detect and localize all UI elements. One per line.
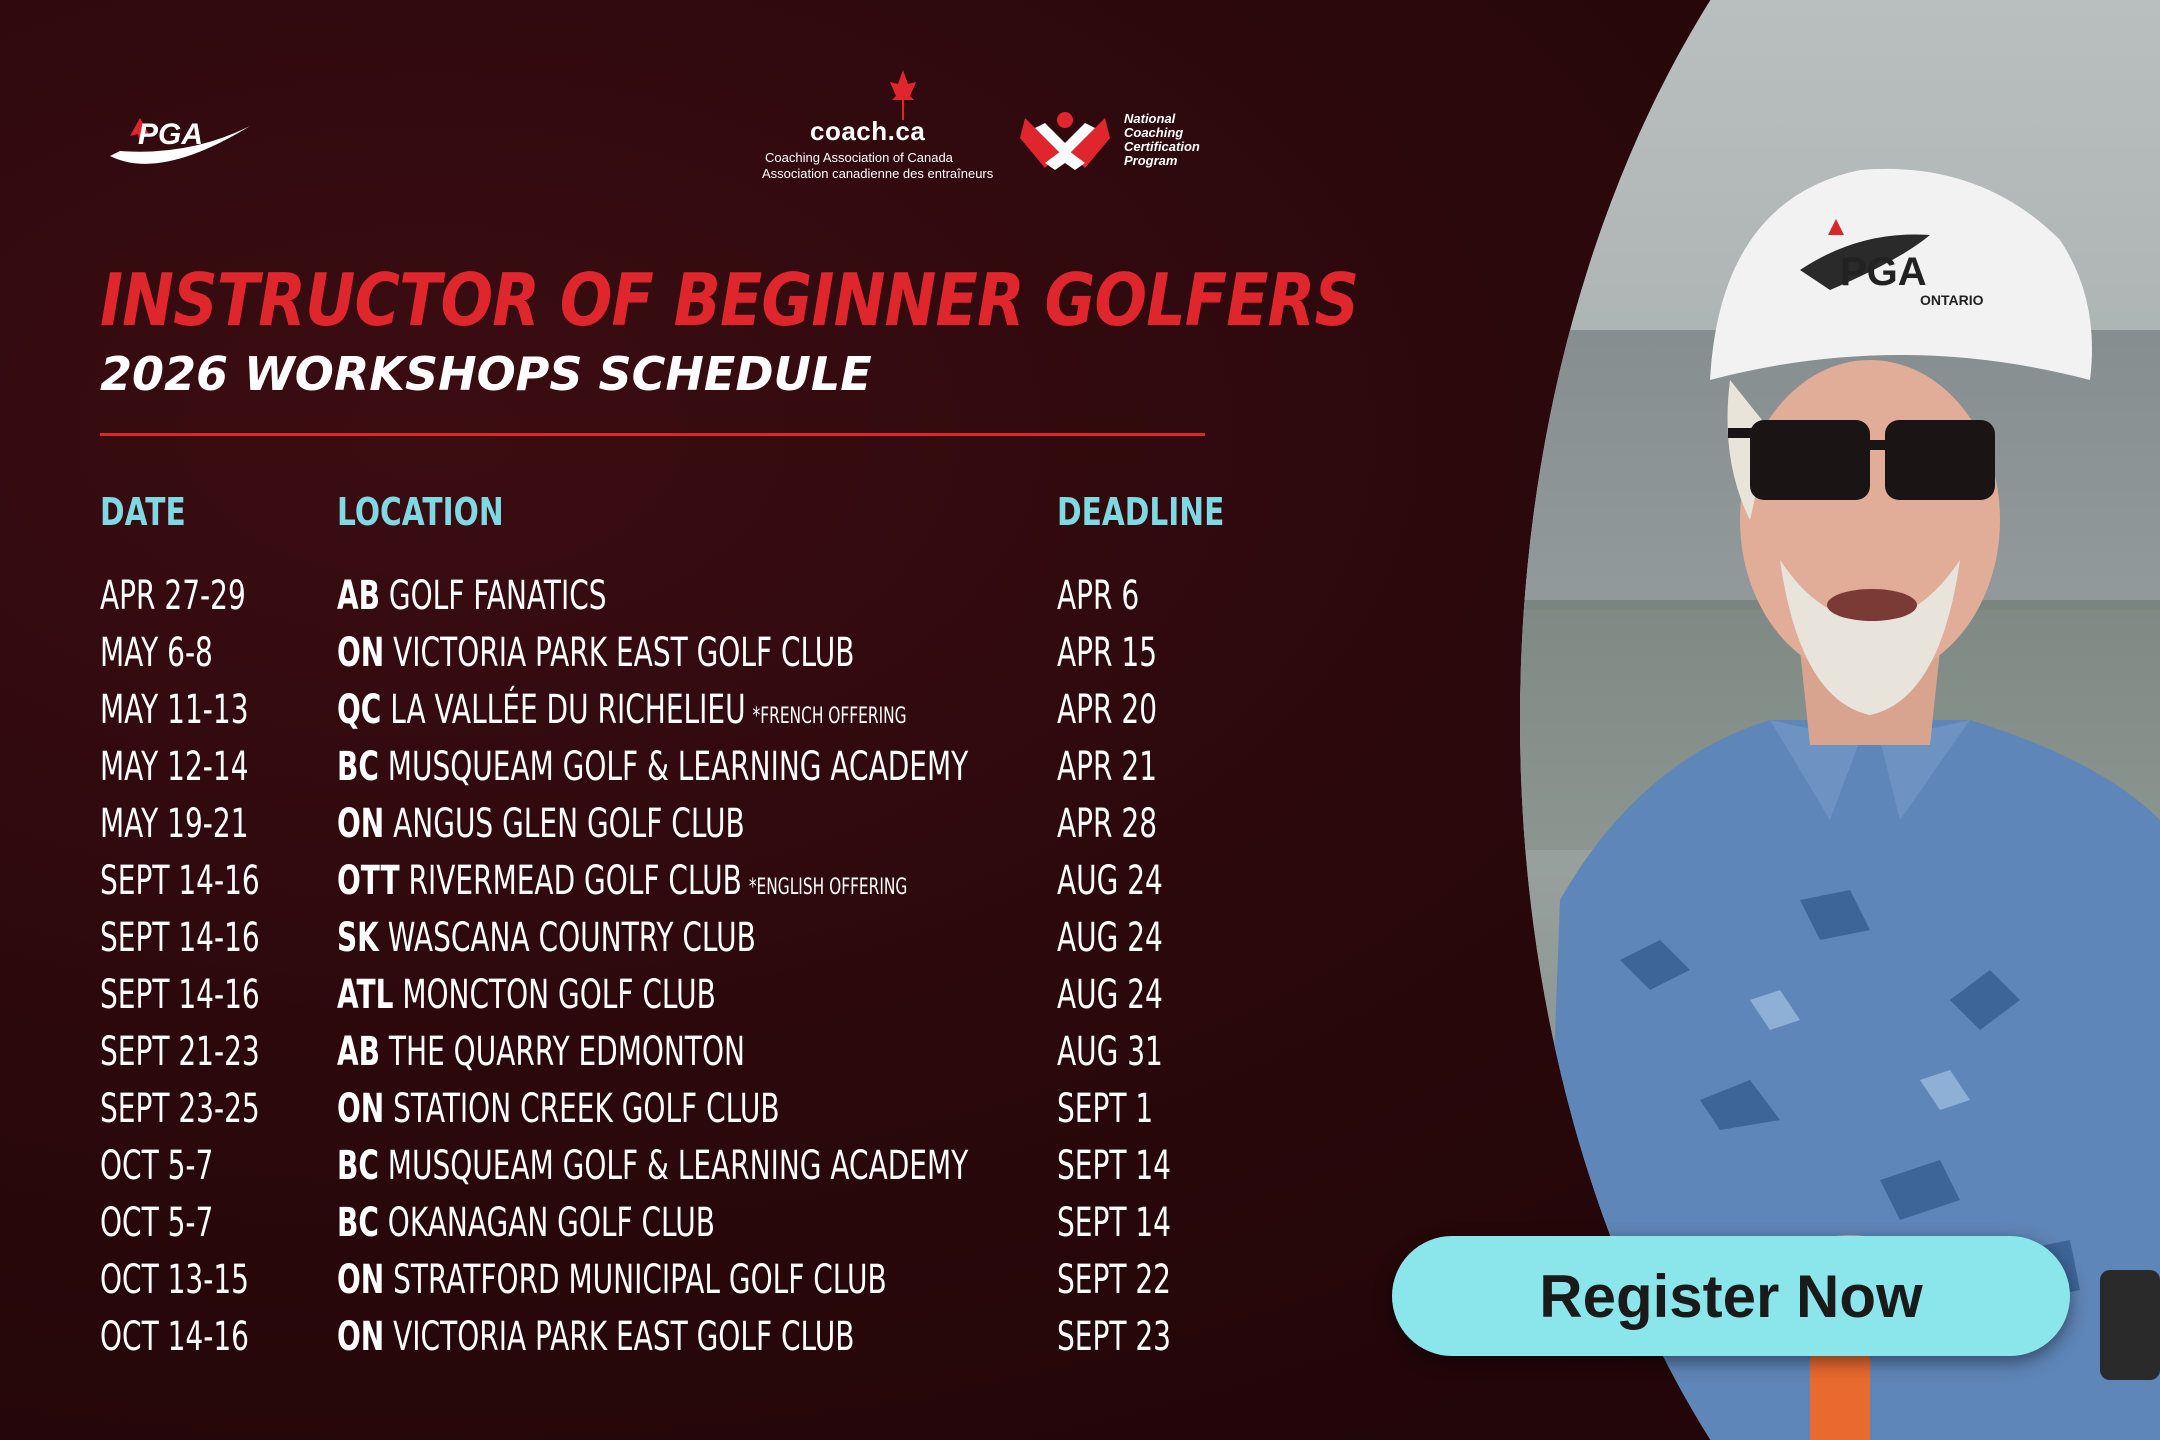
row-venue: STATION CREEK GOLF CLUB <box>393 1086 780 1132</box>
row-date: OCT 13-15 <box>100 1257 249 1303</box>
row-province: ON <box>337 801 385 847</box>
nccp-line2: Coaching <box>1124 125 1184 140</box>
row-venue: MUSQUEAM GOLF & LEARNING ACADEMY <box>387 1143 969 1189</box>
coach-logo-line2: Association canadienne des entraîneurs <box>762 166 994 181</box>
schedule-row <box>0 686 1300 742</box>
row-location <box>337 629 854 677</box>
cap-logo-text: PGA <box>1840 250 1927 294</box>
schedule-row <box>0 1028 1300 1084</box>
row-deadline: AUG 24 <box>1057 972 1163 1018</box>
schedule-row <box>0 1142 1300 1198</box>
row-offering-note: *ENGLISH OFFERING <box>748 875 908 900</box>
column-header-location: LOCATION <box>337 490 504 534</box>
row-deadline: SEPT 14 <box>1057 1200 1171 1246</box>
row-venue: STRATFORD MUNICIPAL GOLF CLUB <box>393 1257 887 1303</box>
row-offering-note: *FRENCH OFFERING <box>752 704 907 729</box>
page-title: INSTRUCTOR OF BEGINNER GOLFERS <box>100 258 1359 342</box>
row-venue: VICTORIA PARK EAST GOLF CLUB <box>393 1314 855 1360</box>
row-province: ATL <box>337 972 394 1018</box>
pga-logo-text: PGA <box>138 118 204 151</box>
row-location <box>337 1256 887 1304</box>
row-venue: MUSQUEAM GOLF & LEARNING ACADEMY <box>387 744 969 790</box>
row-location <box>337 857 907 912</box>
row-province: ON <box>337 630 385 676</box>
row-province: SK <box>337 915 379 961</box>
row-location <box>337 914 756 962</box>
row-deadline: APR 21 <box>1057 744 1158 790</box>
row-deadline: SEPT 23 <box>1057 1314 1171 1360</box>
row-province: OTT <box>337 858 400 904</box>
row-deadline: AUG 24 <box>1057 915 1163 961</box>
schedule-row <box>0 1313 1300 1369</box>
row-date: SEPT 14-16 <box>100 972 260 1018</box>
row-venue: OKANAGAN GOLF CLUB <box>387 1200 715 1246</box>
row-date: MAY 11-13 <box>100 687 249 733</box>
coach-logo-line1: Coaching Association of Canada <box>765 150 953 165</box>
row-location <box>337 572 607 620</box>
row-date: OCT 5-7 <box>100 1143 214 1189</box>
row-location <box>337 800 745 848</box>
register-now-label: Register Now <box>1539 1263 1923 1330</box>
row-deadline: APR 20 <box>1057 687 1158 733</box>
row-venue: MONCTON GOLF CLUB <box>402 972 716 1018</box>
row-deadline: APR 15 <box>1057 630 1158 676</box>
row-province: BC <box>337 1200 379 1246</box>
row-province: AB <box>337 573 381 619</box>
row-location <box>337 743 968 791</box>
schedule-row <box>0 1199 1300 1255</box>
row-location <box>337 1085 780 1133</box>
row-venue: WASCANA COUNTRY CLUB <box>387 915 756 961</box>
row-location <box>337 686 907 741</box>
row-province: ON <box>337 1314 385 1360</box>
nccp-logo-text <box>1124 112 1200 168</box>
row-venue: RIVERMEAD GOLF CLUB <box>408 858 742 904</box>
register-now-button[interactable] <box>1392 1236 2070 1356</box>
row-venue: THE QUARRY EDMONTON <box>388 1029 745 1075</box>
row-date: MAY 12-14 <box>100 744 249 790</box>
row-date: SEPT 14-16 <box>100 858 260 904</box>
row-province: AB <box>337 1029 381 1075</box>
row-province: ON <box>337 1257 385 1303</box>
schedule-row <box>0 572 1300 628</box>
schedule-row <box>0 743 1300 799</box>
schedule-row <box>0 914 1300 970</box>
row-venue: ANGUS GLEN GOLF CLUB <box>393 801 745 847</box>
row-date: OCT 5-7 <box>100 1200 214 1246</box>
row-location <box>337 1313 854 1361</box>
row-province: QC <box>337 687 382 733</box>
schedule-row <box>0 857 1300 913</box>
title-divider <box>100 433 1205 436</box>
row-location <box>337 1142 968 1190</box>
nccp-line1: National <box>1124 111 1176 126</box>
page-subtitle: 2026 WORKSHOPS SCHEDULE <box>100 347 872 401</box>
nccp-line3: Certification <box>1124 139 1200 154</box>
row-deadline: AUG 24 <box>1057 858 1163 904</box>
row-deadline: SEPT 22 <box>1057 1257 1171 1303</box>
schedule-row <box>0 971 1300 1027</box>
nccp-line4: Program <box>1124 153 1178 168</box>
row-province: BC <box>337 1143 379 1189</box>
row-deadline: SEPT 1 <box>1057 1086 1154 1132</box>
schedule-row <box>0 1256 1300 1312</box>
row-deadline: AUG 31 <box>1057 1029 1163 1075</box>
row-date: SEPT 23-25 <box>100 1086 260 1132</box>
column-header-date: DATE <box>100 490 186 534</box>
row-venue: LA VALLÉE DU RICHELIEU <box>390 687 746 733</box>
schedule-row <box>0 1085 1300 1141</box>
row-location <box>337 1199 715 1247</box>
row-venue: VICTORIA PARK EAST GOLF CLUB <box>393 630 855 676</box>
row-location <box>337 1028 745 1076</box>
row-date: MAY 6-8 <box>100 630 213 676</box>
row-deadline: APR 28 <box>1057 801 1158 847</box>
schedule-row <box>0 629 1300 685</box>
column-header-deadline: DEADLINE <box>1057 490 1225 534</box>
pga-logo <box>100 96 260 176</box>
nccp-logo-icon <box>1015 108 1115 178</box>
row-province: ON <box>337 1086 385 1132</box>
row-date: OCT 14-16 <box>100 1314 249 1360</box>
coach-logo-wordmark: coach.ca <box>810 116 926 146</box>
row-location <box>337 971 716 1019</box>
cap-logo-subtext: ONTARIO <box>1920 292 1984 308</box>
row-date: MAY 19-21 <box>100 801 249 847</box>
row-date: APR 27-29 <box>100 573 246 619</box>
row-venue: GOLF FANATICS <box>388 573 607 619</box>
row-deadline: SEPT 14 <box>1057 1143 1171 1189</box>
schedule-row <box>0 800 1300 856</box>
row-deadline: APR 6 <box>1057 573 1140 619</box>
row-date: SEPT 21-23 <box>100 1029 260 1075</box>
maple-leaf-icon <box>888 70 918 122</box>
row-date: SEPT 14-16 <box>100 915 260 961</box>
row-province: BC <box>337 744 379 790</box>
